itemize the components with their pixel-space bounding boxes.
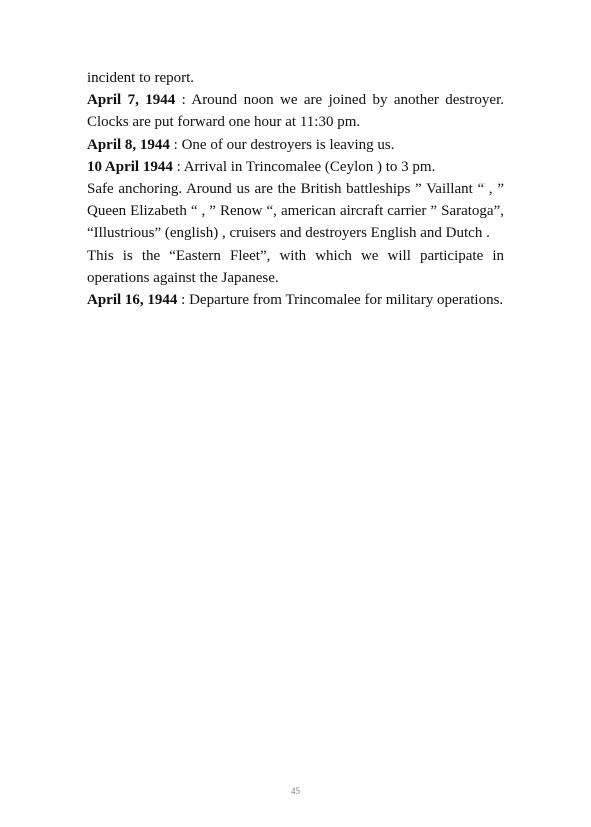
entry-text: Arrival in Trincomalee (Ceylon ) to 3 pm. xyxy=(183,158,436,175)
paragraph-text: Safe anchoring. Around us are the British battleships ” Vaillant “ , ” Queen Elizabeth “ , ” Renow “, american aircraft carrier ” Saratoga”, “Illustrious” (english) , cruisers and destroyers English and Dutch . xyxy=(87,181,504,242)
diary-entry-april-7 xyxy=(87,89,504,133)
page-number: 45 xyxy=(291,786,300,796)
entry-separator: : xyxy=(169,136,182,153)
paragraph-text: This is the “Eastern Fleet”, with which we will participate in operations against the Japanese. xyxy=(87,247,504,286)
paragraph-anchoring xyxy=(87,178,504,245)
paragraph-eastern-fleet xyxy=(87,245,504,289)
entry-text: Around noon we are joined by another destroyer. Clocks are put forward one hour at 11:30 pm. xyxy=(87,92,504,131)
entry-text: Departure from Trincomalee for military operations. xyxy=(189,292,504,309)
entry-text: One of our destroyers is leaving us. xyxy=(181,136,395,153)
entry-date: April 7, 1944 xyxy=(87,92,176,109)
entry-date: April 8, 1944 xyxy=(87,136,170,153)
entry-separator: : xyxy=(172,158,184,175)
diary-entry-april-8 xyxy=(87,134,504,156)
diary-entry-april-10 xyxy=(87,156,504,178)
diary-entry-april-16 xyxy=(87,289,504,311)
entry-separator: : xyxy=(177,292,190,309)
paragraph-continuation xyxy=(87,67,504,89)
paragraph-text: incident to report. xyxy=(87,70,195,86)
page-body xyxy=(87,67,504,311)
entry-date: April 16, 1944 xyxy=(87,292,178,309)
entry-separator: : xyxy=(175,92,192,109)
entry-date: 10 April 1944 xyxy=(87,158,173,175)
